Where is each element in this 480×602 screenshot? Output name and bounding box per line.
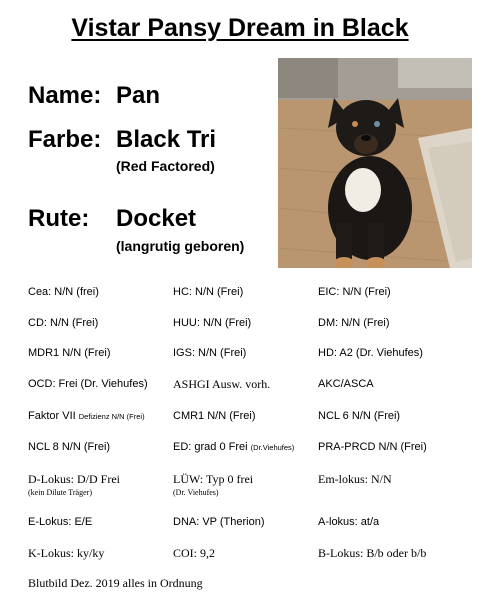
dog-photo-image [278, 58, 472, 268]
test-eic: EIC: N/N (Frei) [318, 286, 391, 298]
test-luew-note: (Dr. Viehufes) [173, 488, 219, 497]
test-b-lokus: B-Lokus: B/b oder b/b [318, 546, 427, 560]
test-ncl6: NCL 6 N/N (Frei) [318, 410, 401, 422]
test-ashgi: ASHGI Ausw. vorh. [173, 377, 271, 391]
tail-value: Docket [116, 205, 197, 232]
test-ed-grade: ED: grad 0 Frei [173, 441, 248, 453]
test-faktor-vii-label: Faktor VII [28, 410, 76, 422]
color-value: Black Tri [116, 126, 217, 153]
test-pra-prcd: PRA-PRCD N/N (Frei) [318, 441, 427, 453]
test-cmr1: CMR1 N/N (Frei) [173, 410, 256, 422]
test-d-lokus: D-Lokus: D/D Frei [28, 472, 120, 486]
registry-akc-asca: AKC/ASCA [318, 378, 374, 390]
tail-note: (langrutig geboren) [116, 238, 245, 254]
test-a-lokus: A-lokus: at/a [318, 516, 380, 528]
test-mdr1: MDR1 N/N (Frei) [28, 347, 111, 359]
test-huu: HUU: N/N (Frei) [173, 317, 252, 329]
test-dna: DNA: VP (Therion) [173, 516, 265, 528]
test-hd: HD: A2 (Dr. Viehufes) [318, 347, 423, 359]
test-ocd: OCD: Frei (Dr. Viehufes) [28, 378, 148, 390]
test-cd: CD: N/N (Frei) [28, 317, 99, 329]
test-e-lokus: E-Lokus: E/E [28, 516, 93, 528]
test-k-lokus: K-Lokus: ky/ky [28, 546, 105, 560]
test-coi: COI: 9,2 [173, 546, 215, 560]
tail-label: Rute: [28, 205, 90, 232]
test-ncl8: NCL 8 N/N (Frei) [28, 441, 111, 453]
test-igs: IGS: N/N (Frei) [173, 347, 247, 359]
dog-photo [278, 58, 472, 268]
color-note: (Red Factored) [116, 158, 215, 174]
test-hc: HC: N/N (Frei) [173, 286, 244, 298]
test-ed-vet: (Dr.Viehufes) [250, 443, 295, 452]
color-label: Farbe: [28, 126, 102, 153]
bloodwork-note: Blutbild Dez. 2019 alles in Ordnung [28, 576, 203, 590]
test-luew: LÜW: Typ 0 frei [173, 472, 254, 486]
test-faktor-vii-result: Defizienz N/N (Frei) [78, 412, 145, 421]
test-faktor-vii [28, 410, 145, 422]
test-cea: Cea: N/N (frei) [28, 286, 99, 298]
page-title: Vistar Pansy Dream in Black [71, 14, 409, 42]
name-label: Name: [28, 82, 102, 109]
name-value: Pan [116, 82, 161, 109]
test-d-lokus-note: (kein Dilute Träger) [28, 488, 92, 497]
test-em-lokus: Em-lokus: N/N [318, 472, 392, 486]
test-ed [173, 441, 294, 453]
test-dm: DM: N/N (Frei) [318, 317, 390, 329]
